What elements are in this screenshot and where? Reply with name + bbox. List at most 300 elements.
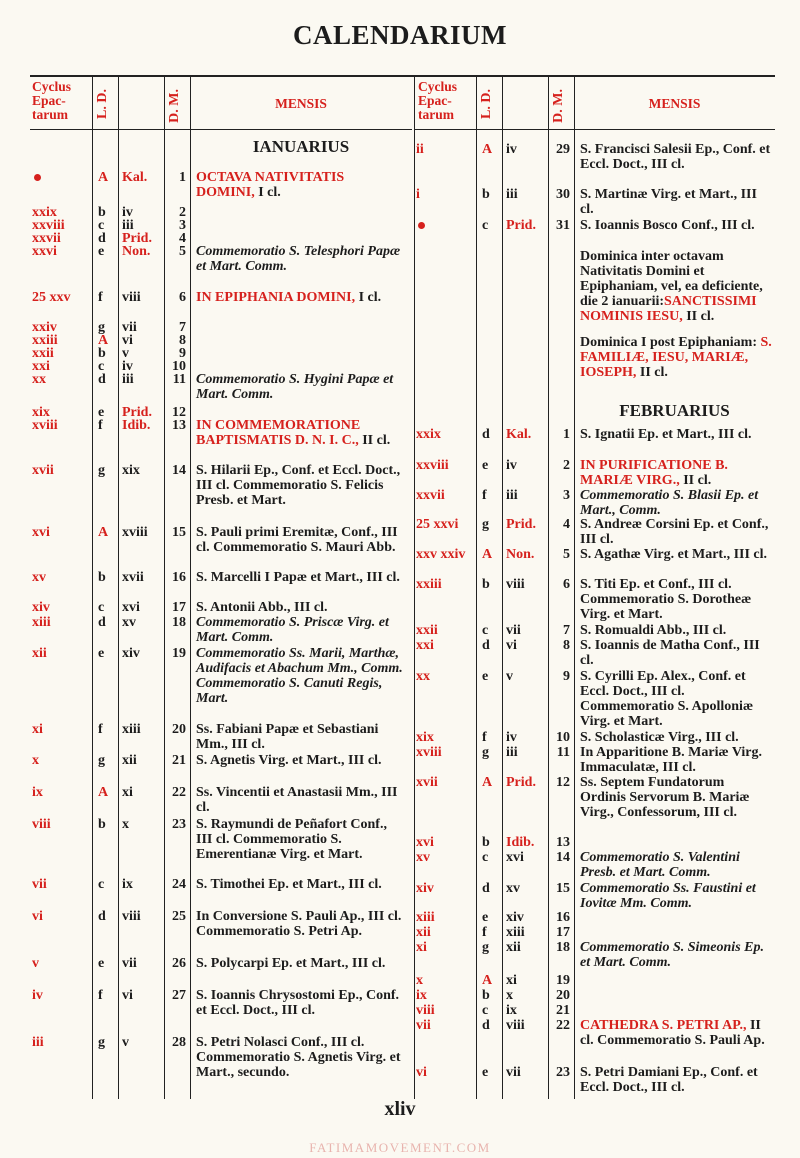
- epact: xiii: [32, 615, 51, 630]
- roman-date: Prid.: [506, 517, 536, 532]
- feast-class: II cl.: [358, 433, 391, 448]
- epact: i: [416, 187, 420, 202]
- feast-class: II cl.: [682, 309, 715, 324]
- dominical-letter: b: [482, 577, 490, 592]
- day-number: 31: [556, 218, 570, 233]
- roman-date: iv: [506, 458, 517, 473]
- dominical-letter: d: [482, 427, 490, 442]
- roman-date: viii: [122, 290, 141, 305]
- feast-title: IN EPIPHANIA DOMINI,: [196, 290, 356, 305]
- roman-date: vi: [122, 988, 133, 1003]
- feast-text: [580, 218, 772, 233]
- roman-date: iv: [122, 359, 133, 374]
- feast-class: I cl.: [254, 185, 281, 200]
- dominical-letter: d: [482, 638, 490, 653]
- epact: [32, 170, 90, 185]
- feast-title: S. Andreæ Corsini Ep. et Conf., III cl.: [580, 517, 769, 547]
- roman-date: viii: [506, 577, 525, 592]
- dominical-letter: c: [482, 850, 489, 865]
- feast-text: [196, 646, 406, 706]
- day-number: 21: [172, 753, 186, 768]
- feast-text: [580, 850, 772, 880]
- feast-title: S. Petri Nolasci Conf., III cl. Commemoratio S. Agnetis Virg. et Mart., secundo.: [196, 1035, 401, 1080]
- header-ld: L. D.: [95, 89, 110, 119]
- day-number: 19: [556, 973, 570, 988]
- header-mensis: MENSIS: [275, 96, 327, 111]
- feast-text: [196, 290, 406, 305]
- feast-text: [580, 458, 772, 488]
- roman-date: xviii: [122, 525, 148, 540]
- dominical-letter: e: [98, 956, 105, 971]
- dominical-letter: d: [98, 909, 106, 924]
- epact: iv: [32, 988, 43, 1003]
- epact: xvi: [32, 525, 50, 540]
- day-number: 11: [556, 745, 570, 760]
- epact: x: [32, 753, 39, 768]
- dominical-letter: b: [482, 835, 490, 850]
- feast-text: [580, 881, 772, 911]
- epact: xix: [416, 730, 434, 745]
- feast-title: S. Romualdi Abb., III cl.: [580, 623, 727, 638]
- dominical-letter: c: [98, 359, 105, 374]
- day-number: 5: [179, 244, 186, 259]
- epact: xxii: [416, 623, 438, 638]
- feast-text: [196, 877, 406, 892]
- roman-date: Idib.: [506, 835, 535, 850]
- month-februarius: FEBRUARIUS: [619, 401, 730, 420]
- feast-title: S. Petri Damiani Ep., Conf. et Eccl. Doct., III cl.: [580, 1065, 758, 1095]
- feast-text: [196, 244, 406, 274]
- feast-title: S. Agnetis Virg. et Mart., III cl.: [196, 753, 382, 768]
- feast-text: [580, 488, 772, 518]
- dominical-letter: g: [98, 463, 105, 478]
- feast-class: I cl.: [355, 290, 382, 305]
- roman-date: Non.: [122, 244, 151, 259]
- feast-text: [196, 988, 406, 1018]
- day-number: 4: [179, 231, 186, 246]
- epact: xxviii: [32, 218, 65, 233]
- day-number: 6: [563, 577, 570, 592]
- roman-date: xvi: [122, 600, 140, 615]
- feast-text: [580, 638, 772, 668]
- roman-date: iii: [506, 745, 518, 760]
- feast-text: [196, 418, 406, 448]
- feast-text: [196, 463, 406, 508]
- feast-title: S. Cyrilli Ep. Alex., Conf. et Eccl. Doct., III cl. Commemoratio S. Apolloniæ Virg. et Mart.: [580, 669, 754, 729]
- roman-date: vii: [122, 320, 137, 335]
- day-number: 7: [179, 320, 186, 335]
- epact: xv: [416, 850, 430, 865]
- epact: xx: [32, 372, 46, 387]
- feast-title: Commemoratio S. Valentini Presb. et Mart. Comm.: [580, 850, 740, 880]
- feast-title: S. Ioannis Chrysostomi Ep., Conf. et Eccl. Doct., III cl.: [196, 988, 400, 1018]
- epact: xxviii: [416, 458, 449, 473]
- feast-title: CATHEDRA S. PETRI AP.,: [580, 1018, 747, 1033]
- feast-title: S. Francisci Salesii Ep., Conf. et Eccl. Doct., III cl.: [580, 142, 771, 172]
- feast-text: [196, 170, 406, 200]
- dominical-letter: b: [98, 570, 106, 585]
- day-number: 1: [179, 170, 186, 185]
- roman-date: Idib.: [122, 418, 151, 433]
- dominical-letter: A: [482, 775, 493, 790]
- epact: xix: [32, 405, 50, 420]
- epact: x: [416, 973, 423, 988]
- dominical-letter: c: [98, 600, 105, 615]
- feast-title: Commemoratio S. Blasii Ep. et Mart., Comm.: [580, 488, 759, 518]
- feast-text: [196, 956, 406, 971]
- feast-text: [580, 187, 772, 217]
- epact: xviii: [416, 745, 442, 760]
- dominical-letter: d: [98, 372, 106, 387]
- dominical-letter: b: [98, 346, 106, 361]
- day-number: 14: [556, 850, 570, 865]
- feast-title: Dominica inter octavam Nativitatis Domini et Epiphaniam, vel, ea deficiente, die 2 ianuarii:: [580, 249, 763, 309]
- feast-text: [580, 517, 772, 547]
- roman-date: xiv: [122, 646, 140, 661]
- feast-title: Commemoratio S. Priscæ Virg. et Mart. Comm.: [196, 615, 389, 645]
- roman-date: xvii: [122, 570, 144, 585]
- feast-title: S. Scholasticæ Virg., III cl.: [580, 730, 739, 745]
- roman-date: Prid.: [122, 231, 152, 246]
- day-number: 23: [172, 817, 186, 832]
- feast-title: In Conversione S. Pauli Ap., III cl. Commemoratio S. Petri Ap.: [196, 909, 402, 939]
- day-number: 10: [172, 359, 186, 374]
- roman-date: iii: [506, 187, 518, 202]
- day-number: 11: [172, 372, 186, 387]
- epact: xi: [32, 722, 43, 737]
- feast-text: [196, 615, 406, 645]
- dominical-letter: A: [482, 973, 493, 988]
- day-number: 12: [556, 775, 570, 790]
- epact: xiv: [32, 600, 50, 615]
- epact-dot-icon: [34, 174, 41, 181]
- day-number: 26: [172, 956, 186, 971]
- day-number: 28: [172, 1035, 186, 1050]
- feast-text: [196, 785, 406, 815]
- day-number: 12: [172, 405, 186, 420]
- epact: viii: [416, 1003, 435, 1018]
- feast-title: Commemoratio S. Telesphori Papæ et Mart. Comm.: [196, 244, 401, 274]
- feast-title: Commemoratio Ss. Faustini et Iovitæ Mm. Comm.: [580, 881, 756, 911]
- feast-text: [196, 372, 406, 402]
- roman-date: iv: [506, 730, 517, 745]
- feast-class: II cl.: [636, 365, 668, 380]
- feast-title: S. Ignatii Ep. et Mart., III cl.: [580, 427, 752, 442]
- feast-title: Ss. Fabiani Papæ et Sebastiani Mm., III cl.: [196, 722, 379, 752]
- feast-class: II cl. Commemoratio S. Pauli Ap.: [580, 1018, 765, 1048]
- dominical-letter: e: [98, 405, 105, 420]
- epact: 25 xxv: [32, 290, 71, 305]
- day-number: 21: [556, 1003, 570, 1018]
- epact: xx: [416, 669, 430, 684]
- dominical-letter: e: [482, 458, 489, 473]
- dominical-letter: c: [482, 623, 489, 638]
- january-half: [30, 77, 412, 1099]
- roman-date: vi: [506, 638, 517, 653]
- header-cyclus-right: Cyclus Epac- tarum: [418, 79, 458, 122]
- february-half: [414, 77, 775, 1099]
- day-number: 9: [179, 346, 186, 361]
- epact: iii: [32, 1035, 44, 1050]
- feast-text: [580, 623, 772, 638]
- day-number: 30: [556, 187, 570, 202]
- roman-date: vi: [122, 333, 133, 348]
- epact: viii: [32, 817, 51, 832]
- epact: xii: [416, 925, 431, 940]
- feast-title: Commemoratio S. Simeonis Ep. et Mart. Comm.: [580, 940, 764, 970]
- dominical-letter: A: [482, 547, 493, 562]
- epact: v: [32, 956, 39, 971]
- roman-date: v: [506, 669, 513, 684]
- calendar-table: [30, 75, 775, 1099]
- dominical-letter: g: [482, 745, 489, 760]
- day-number: 8: [179, 333, 186, 348]
- dominical-letter: c: [482, 218, 489, 233]
- roman-date: xv: [506, 881, 520, 896]
- roman-date: ix: [506, 1003, 517, 1018]
- epact: vi: [416, 1065, 427, 1080]
- feast-text: [196, 525, 406, 555]
- day-number: 27: [172, 988, 186, 1003]
- dominical-letter: e: [98, 244, 105, 259]
- epact: xvii: [416, 775, 438, 790]
- roman-date: xiii: [506, 925, 525, 940]
- feast-class: II cl.: [679, 473, 712, 488]
- roman-date: iii: [122, 372, 134, 387]
- epact: ix: [32, 785, 43, 800]
- epact: xxv xxiv: [416, 547, 466, 562]
- roman-date: xiii: [122, 722, 141, 737]
- dominical-letter: g: [98, 1035, 105, 1050]
- roman-date: xix: [122, 463, 140, 478]
- feast-title: IN PURIFICATIONE B. MARIÆ VIRG.,: [580, 458, 728, 488]
- epact: xii: [32, 646, 47, 661]
- epact: xvi: [416, 835, 434, 850]
- day-number: 7: [563, 623, 570, 638]
- day-number: 29: [556, 142, 570, 157]
- roman-date: Prid.: [506, 218, 536, 233]
- day-number: 16: [556, 910, 570, 925]
- feast-title: Ss. Septem Fundatorum Ordinis Servorum B. Mariæ Virg., Confessorum, III cl.: [580, 775, 750, 820]
- dominical-letter: e: [482, 669, 489, 684]
- dominical-letter: A: [98, 785, 109, 800]
- roman-date: Kal.: [122, 170, 148, 185]
- dominical-letter: e: [482, 1065, 489, 1080]
- header-ld-right: L. D.: [479, 89, 494, 119]
- epact: xiv: [416, 881, 434, 896]
- dominical-letter: e: [98, 646, 105, 661]
- dominical-letter: d: [98, 615, 106, 630]
- roman-date: v: [122, 346, 129, 361]
- header-cyclus: Cyclus Epac- tarum: [32, 79, 72, 122]
- dominical-letter: d: [482, 1018, 490, 1033]
- roman-date: vii: [506, 623, 521, 638]
- feast-title: S. Timothei Ep. et Mart., III cl.: [196, 877, 382, 892]
- feast-text: [580, 1018, 772, 1048]
- roman-date: iv: [506, 142, 517, 157]
- day-number: 3: [179, 218, 186, 233]
- watermark: FATIMAMOVEMENT.COM: [309, 1140, 491, 1155]
- feast-text: [580, 669, 772, 729]
- roman-date: x: [506, 988, 513, 1003]
- day-number: 14: [172, 463, 186, 478]
- dominical-letter: b: [482, 187, 490, 202]
- day-number: 6: [179, 290, 186, 305]
- epact-dot-icon: [418, 222, 425, 229]
- feast-text: [580, 577, 772, 622]
- dominical-letter: d: [482, 881, 490, 896]
- epact: xxi: [416, 638, 434, 653]
- feast-title: S. Ioannis de Matha Conf., III cl.: [580, 638, 760, 668]
- day-number: 4: [563, 517, 570, 532]
- roman-date: Non.: [506, 547, 535, 562]
- feast-title-red: SANCTISSIMI NOMINIS IESU,: [580, 294, 757, 324]
- feast-title: S. Antonii Abb., III cl.: [196, 600, 328, 615]
- dominical-letter: b: [98, 205, 106, 220]
- roman-date: ix: [122, 877, 133, 892]
- feast-text: [196, 722, 406, 752]
- dominical-letter: g: [98, 753, 105, 768]
- epact: xxiii: [416, 577, 442, 592]
- month-januarius: IANUARIUS: [252, 137, 350, 156]
- epact: xvii: [32, 463, 54, 478]
- feast-text: [580, 775, 772, 820]
- dominical-letter: c: [482, 1003, 489, 1018]
- roman-date: iv: [122, 205, 133, 220]
- day-number: 22: [556, 1018, 570, 1033]
- dominical-letter: A: [98, 333, 109, 348]
- roman-date: viii: [506, 1018, 525, 1033]
- epact: xiii: [416, 910, 435, 925]
- dominical-letter: c: [98, 877, 105, 892]
- feast-title-red: S. FAMILIÆ, IESU, MARIÆ, IOSEPH,: [580, 335, 772, 380]
- roman-date: xii: [506, 940, 521, 955]
- dominical-letter: g: [98, 320, 105, 335]
- feast-title: S. Ioannis Bosco Conf., III cl.: [580, 218, 755, 233]
- epact: [416, 218, 474, 233]
- epact: xxvi: [32, 244, 57, 259]
- roman-date: Prid.: [506, 775, 536, 790]
- feast-text: [580, 940, 772, 970]
- epact: xxix: [416, 427, 441, 442]
- dominical-letter: f: [98, 418, 103, 433]
- day-number: 18: [556, 940, 570, 955]
- feast-text: [580, 427, 772, 442]
- feast-text: [196, 600, 406, 615]
- day-number: 2: [179, 205, 186, 220]
- roman-date: Prid.: [122, 405, 152, 420]
- epact: xviii: [32, 418, 58, 433]
- day-number: 10: [556, 730, 570, 745]
- feast-title: S. Polycarpi Ep. et Mart., III cl.: [196, 956, 386, 971]
- roman-date: xvi: [506, 850, 524, 865]
- feast-title: OCTAVA NATIVITATIS DOMINI,: [196, 170, 345, 200]
- day-number: 25: [172, 909, 186, 924]
- roman-date: iii: [122, 218, 134, 233]
- roman-date: v: [122, 1035, 129, 1050]
- day-number: 15: [172, 525, 186, 540]
- epact: xxix: [32, 205, 57, 220]
- feast-title: S. Raymundi de Peñafort Conf., III cl. Commemoratio S. Emerentianæ Virg. et Mart.: [196, 817, 387, 862]
- roman-date: x: [122, 817, 129, 832]
- epact: ii: [416, 142, 424, 157]
- roman-date: iii: [506, 488, 518, 503]
- epact: xxiv: [32, 320, 57, 335]
- header-dm: D. M.: [167, 89, 182, 123]
- day-number: 13: [556, 835, 570, 850]
- feast-title: S. Marcelli I Papæ et Mart., III cl.: [196, 570, 400, 585]
- feast-title: S. Martinæ Virg. et Mart., III cl.: [580, 187, 757, 217]
- epact: xi: [416, 940, 427, 955]
- header-mensis-right: MENSIS: [648, 96, 701, 111]
- roman-date: xii: [122, 753, 137, 768]
- roman-date: Kal.: [506, 427, 532, 442]
- feast-text: [580, 730, 772, 745]
- epact: vii: [416, 1018, 431, 1033]
- day-number: 24: [172, 877, 186, 892]
- day-number: 17: [172, 600, 186, 615]
- dominical-letter: b: [98, 817, 106, 832]
- feast-title: Commemoratio S. Hygini Papæ et Mart. Comm.: [196, 372, 394, 402]
- feast-title: Ss. Vincentii et Anastasii Mm., III cl.: [196, 785, 398, 815]
- feast-text: [580, 249, 772, 324]
- epact: xv: [32, 570, 46, 585]
- feast-text: [580, 142, 772, 172]
- feast-title: Commemoratio Ss. Marii, Marthæ, Audifacis et Abachum Mm., Comm. Commemoratio S. Canuti Regis, Mart.: [196, 646, 403, 706]
- epact: 25 xxvi: [416, 517, 459, 532]
- epact: xxvii: [32, 231, 61, 246]
- roman-date: viii: [122, 909, 141, 924]
- dominical-letter: d: [98, 231, 106, 246]
- dominical-letter: g: [482, 940, 489, 955]
- dominical-letter: e: [482, 910, 489, 925]
- day-number: 23: [556, 1065, 570, 1080]
- feast-text: [580, 335, 772, 380]
- day-number: 20: [556, 988, 570, 1003]
- day-number: 1: [563, 427, 570, 442]
- dominical-letter: f: [98, 988, 103, 1003]
- dominical-letter: f: [482, 488, 487, 503]
- feast-text: [580, 745, 772, 775]
- dominical-letter: f: [482, 925, 487, 940]
- feast-text: [196, 1035, 406, 1080]
- feast-title: IN COMMEMORATIONE BAPTISMATIS D. N. I. C.,: [196, 418, 361, 448]
- dominical-letter: A: [482, 142, 493, 157]
- dominical-letter: A: [98, 525, 109, 540]
- feast-text: [196, 817, 406, 862]
- day-number: 3: [563, 488, 570, 503]
- day-number: 13: [172, 418, 186, 433]
- day-number: 16: [172, 570, 186, 585]
- page-title: CALENDARIUM: [293, 20, 507, 50]
- feast-text: [580, 1065, 772, 1095]
- day-number: 18: [172, 615, 186, 630]
- epact: ix: [416, 988, 427, 1003]
- epact: xxii: [32, 346, 54, 361]
- day-number: 17: [556, 925, 570, 940]
- day-number: 9: [563, 669, 570, 684]
- feast-text: [196, 909, 406, 939]
- roman-date: xi: [122, 785, 133, 800]
- dominical-letter: A: [98, 170, 109, 185]
- epact: xxvii: [416, 488, 445, 503]
- roman-date: xi: [506, 973, 517, 988]
- dominical-letter: b: [482, 988, 490, 1003]
- day-number: 20: [172, 722, 186, 737]
- feast-text: [580, 547, 772, 562]
- epact: vii: [32, 877, 47, 892]
- feast-title: Dominica I post Epiphaniam:: [580, 335, 757, 350]
